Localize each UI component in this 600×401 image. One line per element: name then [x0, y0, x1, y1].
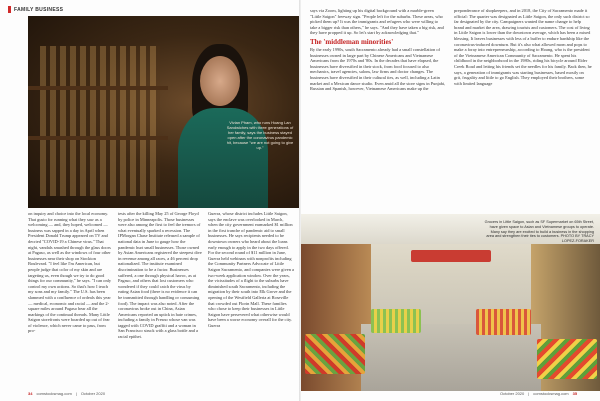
- site-name: comstocksmag.com: [36, 391, 72, 396]
- grocery-caption: Grocers in Little Saigon, such as SF Supermarket on 65th Street, have given space to Asian and Vietnamese groups to operate. Many say they are excited to build a business in the shopping area and strengthen their ties to customers. PHOTO BY TRACY LOPEZ-FORAKER: [484, 220, 594, 244]
- issue-date: October 2020: [80, 391, 106, 396]
- column-text: on inquiry and choice into the local economy. That gusto for running what they saw as a welcoming — and, they hoped, welcomed — business was sapped in a day in April when President Donald Trump appeared on TV and decried "COVID-19 a Chinese virus." That night, vandals smashed through the glass doors at Pagaso, as well as the windows of four other businesses near their shop on Stockton Boulevard. "I feel like I'm American, but people judge that color of my skin and are targeting us, even though we try to do good things for our community," he says. "I can only control my own actions. So that's how I teach my sons and my family." The U.S. has been slammed with a confluence of ordeals this year — medical, economic and racial — and the 2-square miles around Pagaso bear all the markings of the continual threads. Many Little Saigon storefronts were boarded up out of fear of violence, which never came to pass, from pro-: [28, 211, 112, 334]
- shelf-bottles: [40, 46, 160, 196]
- portrait-caption: Vivian Pham, who runs Hoang Lan Sandwiches with three generations of her family, says the business stayed open after the coronavirus pandemic hit, because "we are not going to give up.": [226, 120, 294, 150]
- column-text: tests after the killing May 25 of George Floyd by police in Minneapolis. Those businesses were also among the first to feel the tremors of what eventually sparked a recession. The IPMorgan Chase Institute released a sample of national data in June to gauge how the pandemic hurt small businesses. Those owned by Asian Americans registered the steepest dive in revenue among all races, a 46 percent drop nationalized. The institute examined discrimination to be a factor. Businesses suffered, a one through physical havoc, as at Pagaso, and others that lost customers who wondered if they could catch the virus by eating Asian food (there is no evidence it can be transmitted through handling or consuming food). The impact was also noted. After the coronavirus broke out in China, Asian Americans reported an uptick in hate crimes, including a family in Fresno whose van was tagged with COVID graffiti and a woman in San Francisco struck with a glass bottle and a racial epithet.: [118, 211, 202, 340]
- footer-right: [500, 391, 577, 396]
- column-text: preponderance of shopkeepers, and in 2018, the City of Sacramento made it official: The quarter was designated as Little Saigon, the only such district so far designated by the city. Campaigners wanted the name change to help brand and market the area, drawing tourists and customers. The cost of living in Little Saigon is lower than the downtown average, which has been a mixed blessing. It leaves businesses with less of a buffer to endure hardship like the coronavirus-induced downturn. But it's also what allowed mom and pops to make a foray into entrepreneurship, according to Hoang, who is the president of the Vietnamese American Community of Sacramento. He spent his childhood in the neighborhood in the 1980s, riding his bicycle around Elder Creek Road and letting his friends set the needles for his family. Back then, he says, a generation of immigrants was starting businesses, based mostly on grit, frugality and little to go English. They employed their brothers, some with limited language: [454, 8, 592, 86]
- subhead: The 'middleman minorities': [310, 37, 394, 46]
- text-column-2: [118, 211, 202, 389]
- section-marker: [8, 6, 11, 13]
- portrait-photo: [28, 16, 300, 208]
- text-column-3: [208, 211, 294, 389]
- site-name: comstocksmag.com: [533, 391, 569, 396]
- section-tag: [8, 6, 63, 13]
- separator: |: [75, 391, 77, 396]
- produce-bin: [305, 334, 365, 374]
- produce-bin: [537, 339, 597, 379]
- page-number: 34: [28, 391, 33, 396]
- column-text: says via Zoom, lighting up his digital background with a marble-green "Little Saigon" freeway sign. "People left for the suburbs. These areas, who picked them up? It was the immigrants and refugees who were willing to take a bigger risk than others," he says. "And they have taken a big risk, and they have propped it up. So let's start by acknowledging that.": [310, 8, 444, 36]
- issue-date: October 2020: [500, 391, 525, 396]
- produce-bin: [476, 309, 531, 335]
- shelf: [28, 86, 168, 90]
- column-text: By the early 1990s, south Sacramento already had a small constellation of businesses owned in large part by Chinese Americans and Vietnamese Americans from the 1970s and '80s. In the decades that have elapsed, the businesses have diversified in their stock, from food focused to also mechanics, travel agencies, salons, law firms and doctor changes. The businesses have diversified in their cultural ties, as well, including a Latin market and a Mexican dance studio. Even amid all the store signs in Punjabi, Russian and Spanish, however, Vietnamese Americans make up the: [310, 46, 446, 92]
- section-label: FAMILY BUSINESS: [14, 6, 64, 13]
- text-column-1: [28, 211, 112, 389]
- shelf: [28, 136, 168, 140]
- footer-left: [28, 391, 105, 396]
- produce-bin: [371, 309, 421, 333]
- store-sign: [411, 250, 491, 262]
- text-column-4: [310, 8, 446, 212]
- column-text: Guerra, whose district includes Little Saigon, says the enclave was overlooked in March, when the city government earmarked $1 million in the first tranche of pandemic aid to small businesses. He says recipients needed to be downtown owners who heard about the loans early enough to apply in the two days offered. For the second round of $11 million in June, Guerra held webinars with nonprofits including the Community Partners Advocate of Little Saigon Sacramento, and companies were given a two-week application window. Over the years, the vicissitudes of a flight to the suburbs have diminished south Sacramento, including the migration by their south into Elk Grove and the opening of the Westfield Galleria at Roseville that crowded out Florin Mall. These families who chose to keep their businesses in Little Saigon have persevered what otherwise would have been a worse economy overall for the city. Guerra: [208, 211, 294, 328]
- text-column-5: [454, 8, 592, 212]
- woman-face: [200, 56, 240, 106]
- page-number: 35: [572, 391, 578, 396]
- separator: |: [528, 391, 530, 396]
